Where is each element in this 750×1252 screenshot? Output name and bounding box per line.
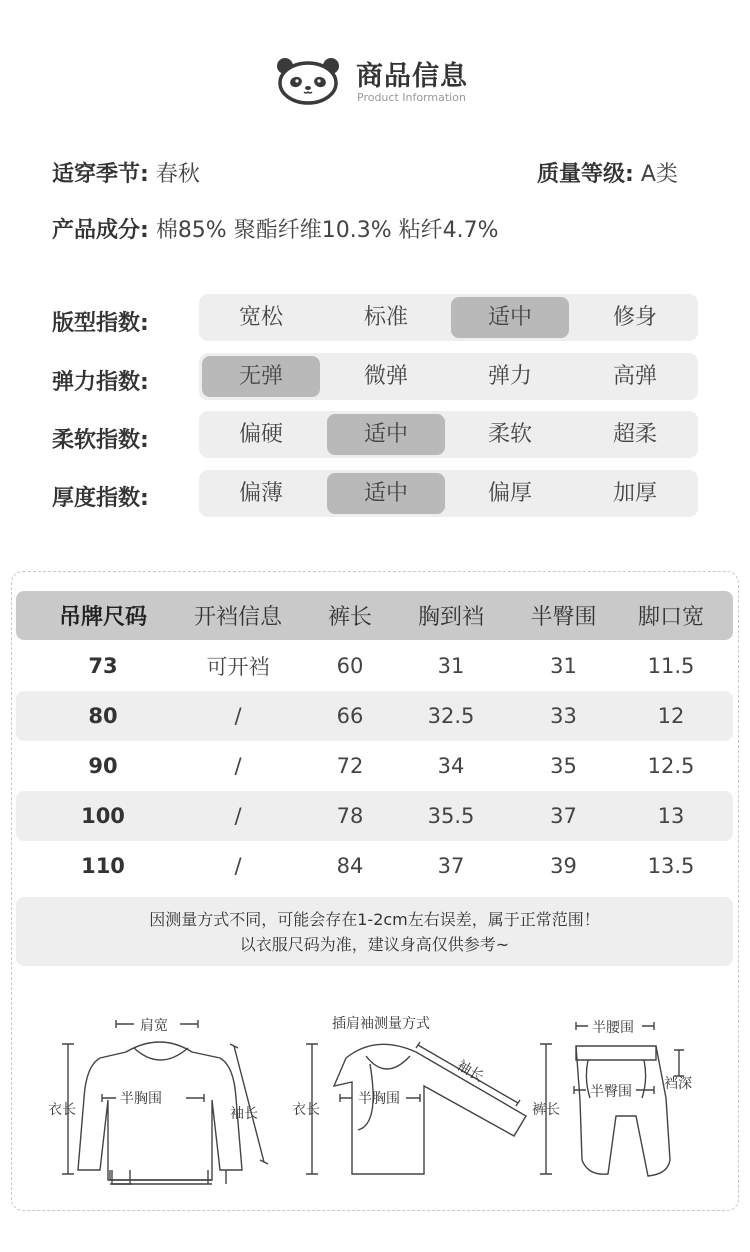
fit-option: 宽松 (238, 305, 283, 330)
table-cell: 66 (336, 704, 364, 728)
softness-option: 偏硬 (238, 422, 283, 447)
table-cell: 31 (550, 654, 577, 678)
elasticity-option: 微弹 (363, 364, 408, 389)
season-value: 春秋 (155, 162, 200, 187)
table-cell: / (234, 704, 242, 728)
table-cell: 39 (550, 854, 577, 878)
sweater-length-label: 衣长 (48, 1102, 76, 1118)
table-cell: 60 (336, 654, 364, 678)
composition-label: 产品成分: (52, 218, 149, 243)
table-cell: 110 (81, 854, 125, 878)
fit-option: 适中 (451, 297, 569, 338)
softness-option: 超柔 (612, 422, 657, 447)
table-row (16, 741, 733, 791)
table-cell: 13.5 (647, 854, 695, 878)
table-cell: 78 (336, 804, 364, 828)
header-cell: 吊牌尺码 (58, 605, 147, 630)
softness-index-label: 柔软指数: (52, 428, 149, 453)
table-cell: 37 (550, 804, 577, 828)
table-row (16, 691, 733, 741)
table-cell: 80 (88, 704, 118, 728)
composition-info (52, 213, 498, 244)
page-title: 商品信息 (356, 61, 468, 92)
table-cell: 34 (437, 754, 465, 778)
table-cell: 100 (81, 804, 125, 828)
hip-label: 半臀围 (590, 1084, 632, 1100)
softness-index-scale (199, 411, 698, 458)
grade-value: A类 (640, 162, 678, 187)
softness-option: 适中 (327, 414, 445, 455)
header-cell: 开裆信息 (193, 605, 282, 630)
table-cell: 31 (437, 654, 465, 678)
thickness-index-scale (199, 470, 698, 517)
waist-label: 半腰围 (592, 1020, 634, 1036)
measurement-note (16, 897, 733, 966)
table-row (16, 841, 733, 891)
table-cell: 13 (657, 804, 685, 828)
table-cell: 35 (550, 754, 577, 778)
sweater-chest-label: 半胸围 (120, 1091, 162, 1107)
note-line-2: 以衣服尺码为准，建议身高仅供参考~ (239, 935, 510, 954)
elasticity-option: 无弹 (202, 356, 320, 397)
header-cell: 裤长 (327, 605, 372, 630)
season-info (52, 157, 200, 188)
elasticity-index-label: 弹力指数: (52, 370, 149, 395)
thickness-option: 偏厚 (487, 481, 532, 506)
table-cell: / (234, 854, 242, 878)
header-cell: 半臀围 (530, 605, 597, 630)
table-cell: 11.5 (647, 654, 695, 678)
table-cell: / (234, 804, 242, 828)
rise-label: 裆深 (664, 1076, 692, 1092)
grade-label: 质量等级: (537, 162, 634, 187)
fit-index-scale (199, 294, 698, 341)
thickness-option: 加厚 (612, 481, 657, 506)
raglan-diagram (306, 1042, 526, 1174)
raglan-sleeve-label: 袖长 (454, 1057, 487, 1086)
fit-index-label: 版型指数: (52, 311, 149, 336)
table-row (16, 641, 733, 691)
table-cell: 35.5 (427, 804, 475, 828)
table-cell: 12 (657, 704, 685, 728)
elasticity-option: 高弹 (612, 364, 657, 389)
note-line-1: 因测量方式不同，可能会存在1-2cm左右误差，属于正常范围！ (149, 910, 600, 929)
size-table-header (16, 591, 733, 640)
panda-face-icon (275, 55, 341, 105)
table-cell: 73 (88, 654, 118, 678)
composition-value: 棉85% 聚酯纤维10.3% 粘纤4.7% (155, 218, 499, 243)
elasticity-option: 弹力 (487, 364, 532, 389)
table-cell: 32.5 (427, 704, 475, 728)
sweater-diagram (62, 1020, 268, 1184)
table-cell: 37 (437, 854, 465, 878)
thickness-option: 适中 (327, 473, 445, 514)
header-cell: 脚口宽 (637, 605, 704, 630)
shoulder-label: 肩宽 (140, 1018, 168, 1034)
raglan-length-label: 衣长 (292, 1102, 320, 1118)
fit-option: 修身 (612, 305, 657, 330)
softness-option: 柔软 (487, 422, 532, 447)
thickness-index-label: 厚度指数: (52, 486, 149, 511)
sweater-sleeve-label: 袖长 (230, 1106, 258, 1122)
elasticity-index-scale (199, 353, 698, 400)
pants-length-label: 裤长 (532, 1102, 560, 1118)
header-cell: 胸到裆 (417, 605, 484, 630)
measurement-diagrams (30, 1008, 720, 1198)
table-cell: 12.5 (647, 754, 695, 778)
thickness-option: 偏薄 (238, 481, 283, 506)
raglan-chest-label: 半胸围 (358, 1091, 400, 1107)
table-cell: 33 (550, 704, 577, 728)
table-cell: / (234, 754, 242, 778)
table-cell: 72 (336, 754, 364, 778)
table-row (16, 791, 733, 841)
table-cell: 84 (336, 854, 364, 878)
raglan-title: 插肩袖测量方式 (332, 1016, 430, 1032)
table-cell: 90 (88, 754, 118, 778)
table-cell: 可开裆 (206, 655, 270, 679)
season-label: 适穿季节: (52, 162, 149, 187)
fit-option: 标准 (363, 305, 408, 330)
grade-info (537, 157, 678, 188)
page-subtitle: Product Information (357, 91, 466, 104)
